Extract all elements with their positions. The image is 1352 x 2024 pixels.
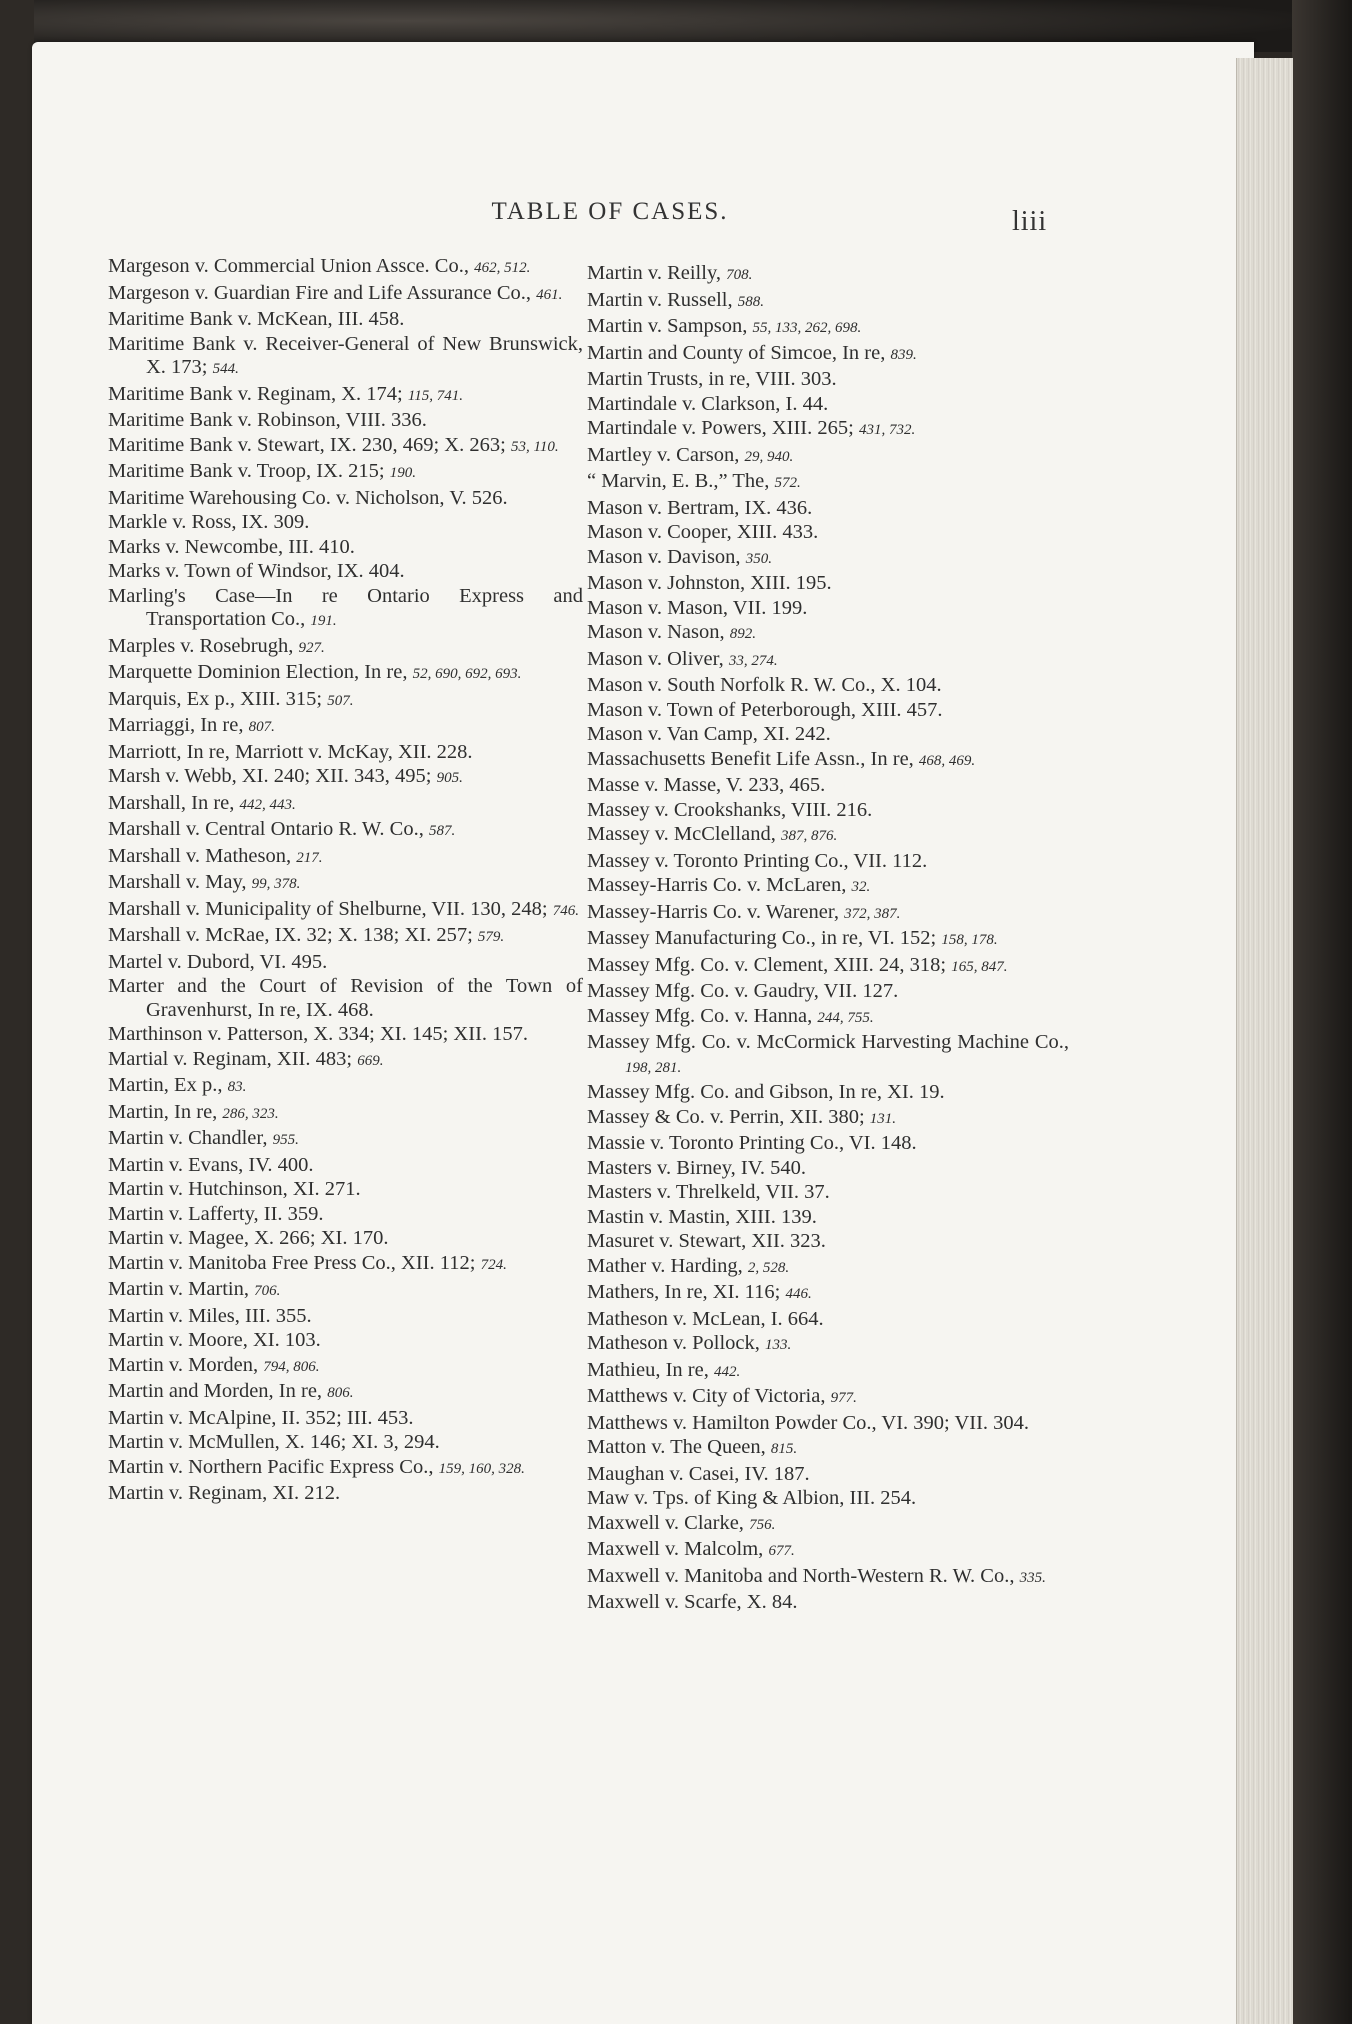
case-entry [108, 975, 583, 1022]
case-pages: 708. [726, 267, 753, 283]
case-name: Matton v. The Queen, [587, 1436, 766, 1458]
case-pages: 507. [327, 692, 354, 709]
case-pages: 927. [298, 639, 325, 656]
case-entry [587, 342, 1069, 368]
case-entry [108, 282, 583, 308]
case-pages: 815. [770, 1441, 798, 1457]
case-name: Mason v. South Norfolk R. W. Co., X. 104. [587, 674, 942, 696]
case-pages: 335. [1019, 1569, 1046, 1586]
case-name: Martin v. Hutchinson, XI. 271. [108, 1178, 361, 1200]
case-pages: 794, 806. [263, 1358, 320, 1375]
case-pages: 839. [890, 346, 917, 363]
case-entry [587, 1332, 1069, 1358]
case-name: Marshall, In re, [108, 791, 235, 814]
case-name: Marks v. Newcombe, III. 410. [108, 535, 355, 558]
case-name: Marriott, In re, Marriott v. McKay, XII. 228. [108, 740, 473, 763]
case-entry [108, 741, 583, 765]
case-entry [108, 688, 583, 714]
case-name: Massey v. Crookshanks, VIII. 216. [587, 798, 873, 821]
case-entry [108, 536, 583, 560]
case-entry [587, 648, 1069, 674]
case-name: Maritime Bank v. Receiver-General of New Brunswick, X. 173; [108, 332, 583, 378]
case-name: Marthinson v. Patterson, X. 334; XI. 145; XII. 157. [108, 1023, 529, 1045]
case-name: Maxwell v. Manitoba and North-Western R. W. Co., [587, 1564, 1015, 1587]
case-entry [108, 1048, 583, 1074]
case-name: Massey Manufacturing Co., in re, VI. 152; [587, 927, 937, 949]
case-entry [108, 1278, 583, 1304]
case-pages: 133. [765, 1337, 792, 1353]
left-column [108, 255, 583, 1507]
case-name: Matthews v. City of Victoria, [587, 1385, 826, 1407]
case-entry [108, 460, 583, 486]
case-entry [587, 1565, 1069, 1591]
case-name: Mason v. Bertram, IX. 436. [587, 496, 813, 519]
case-pages: 55, 133, 262, 698. [752, 320, 862, 336]
case-name: Maritime Bank v. Stewart, IX. 230, 469; X. 263; [108, 433, 506, 456]
case-pages: 579. [477, 929, 505, 945]
case-pages: 706. [254, 1283, 281, 1299]
case-entry [108, 1305, 583, 1329]
case-name: Marling's Case—In re Ontario Express and Transportation Co., [108, 584, 583, 630]
case-name: Massey Mfg. Co. v. McCormick Harvesting Machine Co., [587, 1031, 1069, 1053]
case-entry [108, 1023, 583, 1047]
case-name: Mason v. Johnston, XIII. 195. [587, 572, 832, 594]
case-pages: 756. [749, 1516, 776, 1533]
case-entry [587, 470, 1069, 496]
case-entry [587, 699, 1069, 723]
case-entry [108, 1482, 583, 1506]
case-pages: 544. [212, 361, 239, 377]
case-name: Maritime Warehousing Co. v. Nicholson, V. 526. [108, 486, 508, 509]
case-pages: 387, 876. [780, 828, 838, 844]
case-pages: 442. [713, 1363, 741, 1380]
case-pages: 461. [536, 286, 563, 303]
case-pages: 286, 323. [222, 1105, 279, 1122]
case-entry [587, 1359, 1069, 1385]
case-entry [108, 1203, 583, 1227]
case-name: Martin v. McMullen, X. 146; XI. 3, 294. [108, 1431, 440, 1453]
case-name: Mason v. Davison, [587, 545, 741, 568]
case-entry [587, 546, 1069, 572]
case-entry [587, 723, 1069, 747]
case-pages: 131. [869, 1110, 897, 1127]
case-entry [108, 308, 583, 332]
case-name: Mather v. Harding, [587, 1254, 743, 1277]
case-pages: 724. [480, 1256, 507, 1273]
case-pages: 198, 281. [625, 1059, 682, 1076]
case-name: Matheson v. McLean, I. 664. [587, 1307, 824, 1330]
case-name: Massey Mfg. Co. and Gibson, In re, XI. 19. [587, 1081, 945, 1103]
case-entry [108, 1329, 583, 1353]
case-name: Maritime Bank v. Robinson, VIII. 336. [108, 409, 427, 431]
case-pages: 52, 690, 692, 693. [412, 666, 522, 682]
case-name: Mason v. Mason, VII. 199. [587, 596, 808, 619]
case-name: Markle v. Ross, IX. 309. [108, 511, 310, 533]
case-name: Martin, Ex p., [108, 1074, 223, 1096]
case-name: Maw v. Tps. of King & Albion, III. 254. [587, 1487, 917, 1509]
case-name: Martin v. Magee, X. 266; XI. 170. [108, 1227, 389, 1249]
case-pages: 32. [851, 879, 871, 895]
case-name: Massey-Harris Co. v. McLaren, [587, 874, 847, 896]
case-pages: 588. [737, 293, 764, 310]
case-name: Martin and Morden, In re, [108, 1380, 323, 1402]
case-pages: 905. [436, 770, 463, 786]
case-pages: 29, 940. [744, 448, 794, 465]
case-entry [108, 1380, 583, 1406]
case-entry [108, 511, 583, 535]
case-name: Martin v. McAlpine, II. 352; III. 453. [108, 1406, 414, 1429]
case-name: Masters v. Birney, IV. 540. [587, 1156, 807, 1179]
case-entry [587, 1230, 1069, 1254]
case-pages: 350. [745, 550, 772, 567]
case-name: Martin and County of Simcoe, In re, [587, 341, 886, 364]
case-entry [108, 1227, 583, 1251]
case-pages: 115, 741. [407, 387, 464, 404]
case-name: Marriaggi, In re, [108, 714, 244, 736]
case-pages: 587. [428, 823, 456, 839]
case-name: Marshall v. May, [108, 871, 247, 893]
case-name: Matheson v. Pollock, [587, 1332, 760, 1354]
case-entry [108, 409, 583, 433]
case-entry [587, 444, 1069, 470]
case-name: Maritime Bank v. McKean, III. 458. [108, 308, 405, 330]
case-name: Massey-Harris Co. v. Warener, [587, 900, 839, 923]
running-head: TABLE OF CASES. [491, 198, 729, 225]
case-entry [108, 765, 583, 791]
background-right [1292, 0, 1352, 2024]
case-pages: 806. [327, 1385, 354, 1401]
case-name: Marsh v. Webb, XI. 240; XII. 343, 495; [108, 765, 432, 787]
case-pages: 244, 755. [817, 1009, 874, 1026]
case-name: Martin v. Chandler, [108, 1127, 268, 1149]
case-pages: 977. [830, 1390, 857, 1406]
case-entry [587, 262, 1069, 288]
case-entry [587, 1308, 1069, 1332]
case-entry [587, 315, 1069, 341]
case-entry [587, 1487, 1069, 1511]
case-entry [587, 1385, 1069, 1411]
case-entry [587, 497, 1069, 521]
case-entry [108, 560, 583, 584]
case-name: Mason v. Oliver, [587, 647, 724, 670]
case-entry [587, 1512, 1069, 1538]
case-entry [587, 621, 1069, 647]
case-entry [108, 434, 583, 460]
case-name: Margeson v. Guardian Fire and Life Assurance Co., [108, 281, 531, 304]
case-entry [587, 1106, 1069, 1132]
case-name: Martial v. Reginam, XII. 483; [108, 1047, 353, 1070]
case-pages: 677. [768, 1543, 795, 1559]
case-name: Masse v. Masse, V. 233, 465. [587, 774, 826, 796]
case-name: “ Marvin, E. B.,” The, [587, 470, 770, 492]
case-entry [587, 748, 1069, 774]
case-entry [587, 1081, 1069, 1105]
case-entry [587, 1412, 1069, 1436]
case-name: Marquis, Ex p., XIII. 315; [108, 687, 323, 710]
case-pages: 190. [389, 465, 416, 481]
case-entry [108, 1456, 583, 1482]
case-name: Marshall v. McRae, IX. 32; X. 138; XI. 257; [108, 924, 473, 946]
case-pages: 99, 378. [251, 876, 301, 892]
case-entry [587, 1591, 1069, 1615]
case-pages: 462, 512. [474, 260, 531, 276]
case-pages: 442, 443. [239, 796, 296, 813]
case-name: Mason v. Cooper, XIII. 433. [587, 521, 819, 543]
case-name: Marshall v. Central Ontario R. W. Co., [108, 818, 424, 840]
case-entry [587, 850, 1069, 874]
page-number: liii [1012, 206, 1048, 237]
case-entry [587, 774, 1069, 798]
case-name: Martin v. Northern Pacific Express Co., [108, 1455, 434, 1478]
case-entry [587, 417, 1069, 443]
case-entry [587, 799, 1069, 823]
case-pages: 572. [774, 475, 801, 491]
case-name: Martin v. Miles, III. 355. [108, 1304, 312, 1327]
background-left [0, 0, 34, 2024]
case-name: Mathieu, In re, [587, 1358, 709, 1381]
case-entry [587, 954, 1069, 980]
case-name: Massie v. Toronto Printing Co., VI. 148. [587, 1132, 917, 1154]
case-entry [108, 635, 583, 661]
case-name: Martin v. Moore, XI. 103. [108, 1329, 321, 1351]
case-pages: 53, 110. [510, 438, 559, 455]
case-entry [108, 1101, 583, 1127]
case-name: Martin v. Reilly, [587, 262, 721, 284]
case-name: Massey Mfg. Co. v. Clement, XIII. 24, 318; [587, 953, 947, 976]
case-entry [587, 1206, 1069, 1230]
case-entry [108, 1354, 583, 1380]
case-name: Marples v. Rosebrugh, [108, 634, 294, 657]
case-name: Martin v. Reginam, XI. 212. [108, 1482, 341, 1504]
case-entry [108, 1127, 583, 1153]
case-entry [587, 289, 1069, 315]
case-entry [587, 597, 1069, 621]
case-name: Martin v. Evans, IV. 400. [108, 1153, 314, 1176]
case-name: Marshall v. Matheson, [108, 844, 292, 867]
case-name: Martin v. Sampson, [587, 315, 748, 337]
case-entry [587, 823, 1069, 849]
case-name: Martin v. Lafferty, II. 359. [108, 1202, 324, 1225]
case-name: Massey v. McClelland, [587, 823, 776, 845]
case-entry [108, 661, 583, 687]
right-column [587, 262, 1069, 1616]
case-entry [587, 368, 1069, 392]
case-name: Martin v. Manitoba Free Press Co., XII. 112; [108, 1251, 476, 1274]
case-entry [587, 1255, 1069, 1281]
case-entry [108, 383, 583, 409]
case-entry [108, 1074, 583, 1100]
case-pages: 468, 469. [918, 752, 976, 769]
case-name: Marks v. Town of Windsor, IX. 404. [108, 560, 405, 582]
case-pages: 446. [785, 1286, 812, 1302]
case-entry [108, 714, 583, 740]
case-entry [587, 674, 1069, 698]
case-name: Massey Mfg. Co. v. Hanna, [587, 1004, 813, 1027]
case-name: Massey v. Toronto Printing Co., VII. 112. [587, 849, 928, 872]
case-name: Martel v. Dubord, VI. 495. [108, 950, 328, 973]
case-name: Martin v. Martin, [108, 1278, 250, 1300]
case-name: Marshall v. Municipality of Shelburne, VII. 130, 248; [108, 897, 548, 920]
case-name: Marquette Dominion Election, In re, [108, 661, 408, 683]
case-entry [587, 1157, 1069, 1181]
case-entry [587, 521, 1069, 545]
case-entry [587, 572, 1069, 596]
case-pages: 217. [296, 849, 323, 866]
case-entry [587, 1005, 1069, 1031]
case-name: Martindale v. Clarkson, I. 44. [587, 392, 829, 415]
case-entry [108, 871, 583, 897]
case-pages: 892. [729, 626, 756, 642]
case-name: Massachusetts Benefit Life Assn., In re, [587, 747, 914, 770]
case-name: Martin v. Morden, [108, 1353, 259, 1376]
case-name: Maxwell v. Scarfe, X. 84. [587, 1591, 798, 1613]
case-entry [587, 1181, 1069, 1205]
case-pages: 33, 274. [728, 652, 778, 669]
case-name: Martindale v. Powers, XIII. 265; [587, 417, 854, 439]
case-entry [587, 1281, 1069, 1307]
case-name: Margeson v. Commercial Union Assce. Co., [108, 255, 469, 277]
case-pages: 191. [310, 613, 337, 629]
case-pages: 372, 387. [844, 905, 901, 922]
case-name: Mason v. Town of Peterborough, XIII. 457. [587, 698, 943, 721]
case-name: Maritime Bank v. Reginam, X. 174; [108, 382, 403, 405]
case-entry [587, 901, 1069, 927]
case-entry [587, 874, 1069, 900]
case-entry [108, 333, 583, 382]
case-pages: 746. [552, 902, 579, 919]
case-entry [108, 1407, 583, 1431]
case-name: Matthews v. Hamilton Powder Co., VI. 390; VII. 304. [587, 1411, 1030, 1434]
case-entry [587, 1132, 1069, 1156]
case-pages: 807. [248, 719, 275, 735]
case-pages: 165, 847. [951, 958, 1008, 975]
case-name: Masuret v. Stewart, XII. 323. [587, 1230, 826, 1252]
case-name: Massey & Co. v. Perrin, XII. 380; [587, 1105, 865, 1128]
case-name: Masters v. Threlkeld, VII. 37. [587, 1181, 830, 1203]
case-entry [108, 487, 583, 511]
case-entry [587, 1436, 1069, 1462]
case-entry [587, 393, 1069, 417]
case-name: Mastin v. Mastin, XIII. 139. [587, 1205, 817, 1228]
case-pages: 2, 528. [747, 1259, 790, 1276]
case-pages: 669. [357, 1052, 384, 1069]
case-name: Maritime Bank v. Troop, IX. 215; [108, 460, 385, 482]
case-entry [108, 898, 583, 924]
case-pages: 83. [227, 1079, 247, 1095]
case-name: Mathers, In re, XI. 116; [587, 1281, 781, 1303]
case-entry [108, 924, 583, 950]
case-name: Maxwell v. Clarke, [587, 1511, 744, 1534]
case-entry [587, 1463, 1069, 1487]
case-pages: 955. [272, 1132, 299, 1148]
case-pages: 158, 178. [941, 932, 998, 948]
case-entry [108, 845, 583, 871]
case-pages: 159, 160, 328. [438, 1460, 525, 1477]
case-entry [108, 1178, 583, 1202]
case-entry [108, 585, 583, 634]
case-entry [587, 927, 1069, 953]
case-name: Massey Mfg. Co. v. Gaudry, VII. 127. [587, 980, 899, 1002]
case-name: Martley v. Carson, [587, 443, 740, 466]
case-name: Maxwell v. Malcolm, [587, 1538, 764, 1560]
case-entry [108, 818, 583, 844]
case-name: Martin, In re, [108, 1100, 218, 1123]
case-entry [587, 980, 1069, 1004]
case-entry [108, 792, 583, 818]
case-name: Marter and the Court of Revision of the Town of Gravenhurst, In re, IX. 468. [108, 975, 583, 1021]
case-pages: 431, 732. [858, 422, 916, 438]
case-entry [108, 1252, 583, 1278]
case-name: Maughan v. Casei, IV. 187. [587, 1462, 810, 1485]
case-entry [108, 1431, 583, 1455]
case-entry [587, 1538, 1069, 1564]
case-entry [108, 951, 583, 975]
case-name: Mason v. Van Camp, XI. 242. [587, 723, 831, 745]
case-entry [108, 255, 583, 281]
case-name: Martin v. Russell, [587, 288, 733, 311]
case-entry [587, 1031, 1069, 1080]
case-name: Martin Trusts, in re, VIII. 303. [587, 368, 837, 390]
case-entry [108, 1154, 583, 1178]
page-edges [1236, 58, 1293, 2024]
case-name: Mason v. Nason, [587, 621, 725, 643]
